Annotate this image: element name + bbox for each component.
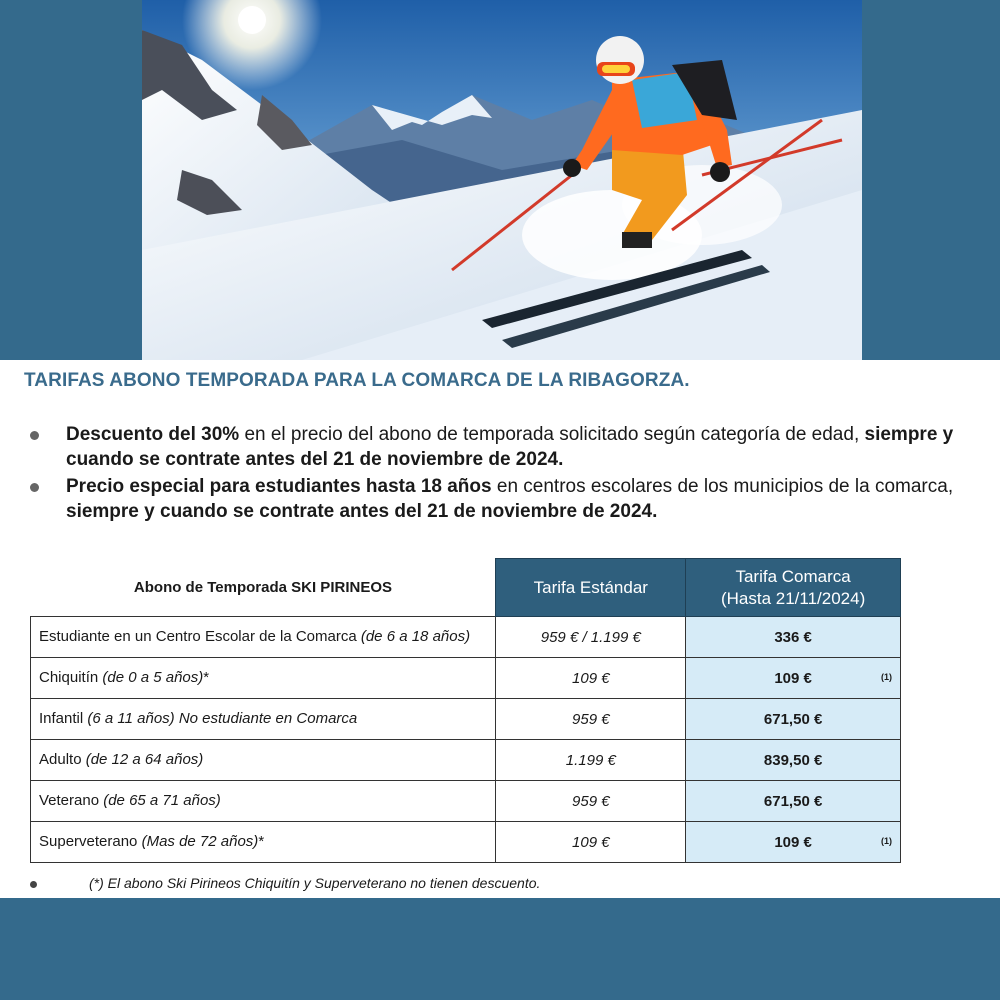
bullet-emphasis: Precio especial para estudiantes hasta 18 años <box>66 476 492 497</box>
footnote-text: (*) El abono Ski Pirineos Chiquitín y Superveterano no tienen descuento. <box>89 875 541 891</box>
header-standard-rate: Tarifa Estándar <box>496 559 686 617</box>
table-row <box>31 822 901 863</box>
price-note: (1) <box>881 836 892 846</box>
category-name: Adulto <box>39 751 86 768</box>
bullet-emphasis: siempre y cuando se contrate antes del 21 de noviembre de 2024. <box>66 501 658 522</box>
category-asterisk: * <box>258 833 265 850</box>
row-standard-price: 959 € <box>496 781 686 822</box>
row-category <box>31 781 496 822</box>
comarca-price-value: 336 € <box>774 628 812 646</box>
row-comarca-price <box>686 617 901 658</box>
bullet-text: en el precio del abono de temporada solicitado según categoría de edad, <box>239 424 865 445</box>
category-name: Infantil <box>39 710 88 727</box>
skier-illustration <box>142 0 862 360</box>
row-category <box>31 699 496 740</box>
category-detail: (Mas de 72 años) <box>141 833 259 850</box>
tariff-document <box>0 360 1000 898</box>
row-comarca-price <box>686 699 901 740</box>
header-comarca-date: (Hasta 21/11/2024) <box>720 588 866 608</box>
table-row <box>31 781 901 822</box>
row-category <box>31 617 496 658</box>
row-comarca-price <box>686 740 901 781</box>
bullet-emphasis: siempre y cuando se contrate antes del 21 de noviembre de 2024. <box>66 424 954 470</box>
row-standard-price: 109 € <box>496 822 686 863</box>
row-comarca-price <box>686 781 901 822</box>
bullet-text: en centros escolares de los municipios de la comarca, <box>491 476 954 497</box>
comarca-price-value: 109 € <box>774 669 812 687</box>
row-category <box>31 658 496 699</box>
header-comarca-title: Tarifa Comarca <box>735 566 851 586</box>
row-comarca-price <box>686 822 901 863</box>
category-detail: (de 6 a 18 años) <box>360 628 471 645</box>
table-row <box>31 658 901 699</box>
bullet-dot <box>30 483 39 492</box>
row-standard-price: 959 € <box>496 699 686 740</box>
comarca-price-value: 109 € <box>774 833 812 851</box>
row-category <box>31 740 496 781</box>
category-name: Veterano <box>39 792 104 809</box>
bullet-emphasis: Descuento del 30% <box>66 424 240 445</box>
row-category <box>31 822 496 863</box>
table-row <box>31 740 901 781</box>
row-comarca-price <box>686 658 901 699</box>
category-name: Estudiante en un Centro Escolar de la Comarca <box>39 628 361 645</box>
category-detail: (6 a 11 años) No estudiante en Comarca <box>87 710 358 727</box>
category-name: Superveterano <box>39 833 142 850</box>
table-row <box>31 617 901 658</box>
bullet-student <box>30 474 980 524</box>
row-standard-price: 959 € / 1.199 € <box>496 617 686 658</box>
category-detail: (de 0 a 5 años) <box>102 669 204 686</box>
bullet-list <box>30 422 980 526</box>
footnote <box>30 875 540 891</box>
category-detail: (de 65 a 71 años) <box>103 792 221 809</box>
bullet-discount <box>30 422 980 472</box>
price-note: (1) <box>881 672 892 682</box>
row-standard-price: 1.199 € <box>496 740 686 781</box>
table-header-row <box>31 559 901 617</box>
header-pass-type: Abono de Temporada SKI PIRINEOS <box>31 559 496 617</box>
bullet-dot <box>30 881 37 888</box>
header-comarca-rate <box>686 559 901 617</box>
hero-image <box>142 0 862 360</box>
comarca-price-value: 671,50 € <box>763 710 823 728</box>
price-table <box>30 558 901 863</box>
category-name: Chiquitín <box>39 669 103 686</box>
row-standard-price: 109 € <box>496 658 686 699</box>
category-detail: (de 12 a 64 años) <box>85 751 204 768</box>
table-row <box>31 699 901 740</box>
comarca-price-value: 671,50 € <box>763 792 823 810</box>
category-asterisk: * <box>203 669 210 686</box>
document-title: TARIFAS ABONO TEMPORADA PARA LA COMARCA DE LA RIBAGORZA. <box>24 370 690 391</box>
comarca-price-value: 839,50 € <box>763 751 823 769</box>
bullet-dot <box>30 431 39 440</box>
